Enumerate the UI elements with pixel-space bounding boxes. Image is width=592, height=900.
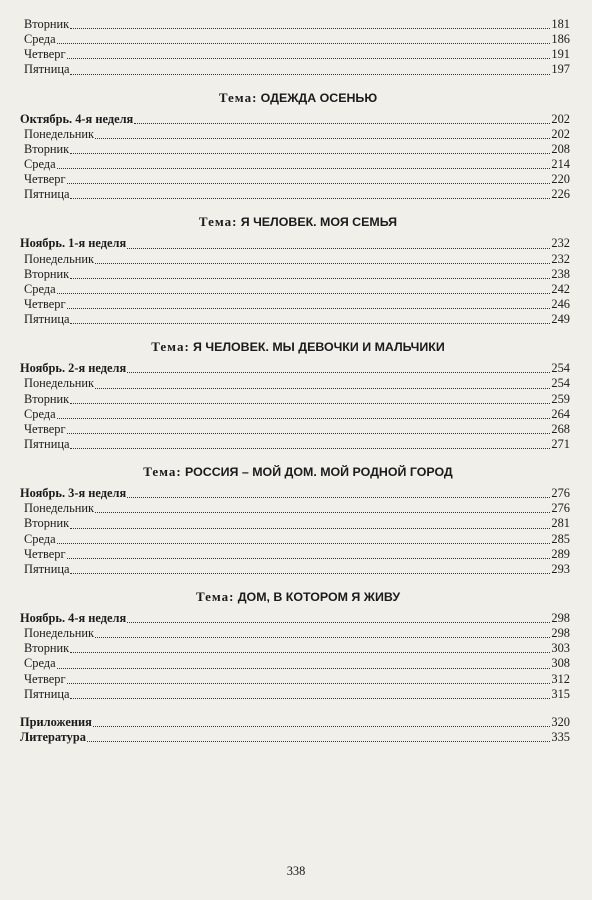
toc-entry-label: Четверг bbox=[24, 421, 66, 436]
dot-leader bbox=[57, 543, 551, 544]
toc-entry bbox=[20, 62, 570, 77]
toc-entry-page: 208 bbox=[551, 141, 570, 156]
toc-entry-page: 246 bbox=[551, 296, 570, 311]
section-heading bbox=[20, 464, 570, 480]
page-number: 338 bbox=[286, 864, 306, 878]
dot-leader bbox=[134, 123, 550, 124]
dot-leader bbox=[57, 168, 551, 169]
toc-entry-label: Вторник bbox=[24, 391, 70, 406]
toc-entry-label: Приложения bbox=[20, 714, 92, 729]
section-heading bbox=[20, 214, 570, 230]
toc-section bbox=[20, 339, 570, 452]
toc-entry-label: Октябрь. 4-я неделя bbox=[20, 111, 134, 126]
dot-leader bbox=[127, 497, 550, 498]
toc-section bbox=[20, 589, 570, 702]
toc-entry-label: Литература bbox=[20, 729, 86, 744]
toc-entry bbox=[20, 172, 570, 187]
toc-week-entry bbox=[20, 361, 570, 376]
toc-section bbox=[20, 214, 570, 327]
toc-entry-page: 312 bbox=[551, 671, 570, 686]
dot-leader bbox=[70, 323, 550, 324]
dot-leader bbox=[93, 726, 551, 727]
toc-entry bbox=[20, 47, 570, 62]
section-heading bbox=[20, 90, 570, 106]
toc-entry-label: Вторник bbox=[24, 266, 70, 281]
dot-leader bbox=[95, 263, 550, 264]
toc-entry bbox=[20, 17, 570, 32]
dot-leader bbox=[67, 433, 551, 434]
toc-entry-page: 303 bbox=[551, 641, 570, 656]
toc-entry bbox=[20, 267, 570, 282]
dot-leader bbox=[95, 388, 550, 389]
toc-week-entry bbox=[20, 112, 570, 127]
toc-entry-page: 226 bbox=[551, 187, 570, 202]
dot-leader bbox=[67, 683, 551, 684]
toc-entry-page: 289 bbox=[551, 546, 570, 561]
toc-appendix-entries bbox=[20, 715, 570, 745]
toc-entry-label: Вторник bbox=[24, 516, 70, 531]
toc-entry-label: Вторник bbox=[24, 641, 70, 656]
toc-week-entry bbox=[20, 236, 570, 251]
dot-leader bbox=[57, 668, 551, 669]
toc-entry-page: 191 bbox=[551, 47, 570, 62]
dot-leader bbox=[70, 573, 550, 574]
toc-entry-label: Четверг bbox=[24, 546, 66, 561]
toc-entry bbox=[20, 187, 570, 202]
toc-week-entry bbox=[20, 730, 570, 745]
toc-entry bbox=[20, 32, 570, 47]
section-title: Я ЧЕЛОВЕК. МОЯ СЕМЬЯ bbox=[240, 215, 398, 230]
toc-entry-page: 293 bbox=[551, 561, 570, 576]
toc-entry bbox=[20, 562, 570, 577]
toc-entry-label: Ноябрь. 4-я неделя bbox=[20, 610, 127, 625]
toc-entry-label: Пятница bbox=[24, 312, 70, 327]
toc-entry-page: 264 bbox=[551, 406, 570, 421]
toc-entry-label: Понедельник bbox=[24, 376, 95, 391]
toc-intro-entries bbox=[20, 17, 570, 78]
dot-leader bbox=[70, 528, 550, 529]
toc-entry-label: Понедельник bbox=[24, 501, 95, 516]
toc-entry bbox=[20, 297, 570, 312]
table-of-contents bbox=[20, 17, 570, 745]
toc-entry bbox=[20, 157, 570, 172]
toc-entry bbox=[20, 641, 570, 656]
dot-leader bbox=[87, 741, 550, 742]
toc-week-entry bbox=[20, 486, 570, 501]
toc-entry-page: 254 bbox=[551, 361, 570, 376]
toc-entry bbox=[20, 142, 570, 157]
toc-week-entry bbox=[20, 611, 570, 626]
toc-entry bbox=[20, 422, 570, 437]
section-title: ОДЕЖДА ОСЕНЬЮ bbox=[260, 90, 378, 105]
toc-entry-page: 181 bbox=[551, 17, 570, 31]
toc-entry-page: 308 bbox=[551, 656, 570, 671]
section-title: РОССИЯ – МОЙ ДОМ. МОЙ РОДНОЙ ГОРОД bbox=[185, 465, 453, 480]
toc-entry-page: 202 bbox=[551, 126, 570, 141]
toc-entry-label: Четверг bbox=[24, 47, 66, 62]
dot-leader bbox=[70, 198, 550, 199]
toc-entry-page: 271 bbox=[551, 436, 570, 451]
dot-leader bbox=[127, 622, 550, 623]
toc-entry-page: 214 bbox=[551, 156, 570, 171]
toc-entry-label: Ноябрь. 2-я неделя bbox=[20, 361, 127, 376]
dot-leader bbox=[67, 58, 551, 59]
toc-entry bbox=[20, 127, 570, 142]
toc-entry bbox=[20, 516, 570, 531]
toc-entry-label: Понедельник bbox=[24, 251, 95, 266]
toc-entry-label: Ноябрь. 1-я неделя bbox=[20, 236, 127, 251]
dot-leader bbox=[70, 448, 550, 449]
toc-entry-page: 259 bbox=[551, 391, 570, 406]
toc-entry-label: Пятница bbox=[24, 561, 70, 576]
section-heading bbox=[20, 589, 570, 605]
toc-entry-label: Среда bbox=[24, 531, 56, 546]
toc-section bbox=[20, 90, 570, 203]
toc-entry-label: Ноябрь. 3-я неделя bbox=[20, 486, 127, 501]
toc-entry bbox=[20, 312, 570, 327]
theme-prefix: Тема: bbox=[143, 464, 182, 480]
toc-entry-page: 232 bbox=[551, 251, 570, 266]
toc-entry-label: Среда bbox=[24, 406, 56, 421]
toc-entry-label: Среда bbox=[24, 32, 56, 47]
dot-leader bbox=[127, 248, 550, 249]
toc-entry-page: 276 bbox=[551, 501, 570, 516]
toc-entry bbox=[20, 672, 570, 687]
dot-leader bbox=[67, 558, 551, 559]
toc-entry-label: Четверг bbox=[24, 172, 66, 187]
toc-entry-page: 285 bbox=[551, 531, 570, 546]
toc-entry-page: 220 bbox=[551, 172, 570, 187]
dot-leader bbox=[57, 418, 551, 419]
toc-entry-label: Вторник bbox=[24, 141, 70, 156]
section-heading bbox=[20, 339, 570, 355]
toc-entry-label: Четверг bbox=[24, 671, 66, 686]
dot-leader bbox=[57, 293, 551, 294]
toc-entry-label: Пятница bbox=[24, 686, 70, 701]
toc-entry-page: 202 bbox=[551, 111, 570, 126]
dot-leader bbox=[70, 28, 550, 29]
dot-leader bbox=[67, 308, 551, 309]
dot-leader bbox=[70, 153, 550, 154]
toc-entry bbox=[20, 437, 570, 452]
section-title: Я ЧЕЛОВЕК. МЫ ДЕВОЧКИ И МАЛЬЧИКИ bbox=[193, 340, 445, 355]
toc-entry bbox=[20, 656, 570, 671]
toc-entry bbox=[20, 392, 570, 407]
toc-entry-label: Пятница bbox=[24, 62, 70, 77]
toc-entry bbox=[20, 626, 570, 641]
dot-leader bbox=[67, 183, 551, 184]
toc-week-entry bbox=[20, 715, 570, 730]
toc-entry bbox=[20, 532, 570, 547]
toc-entry-label: Пятница bbox=[24, 187, 70, 202]
theme-prefix: Тема: bbox=[218, 89, 258, 105]
toc-entry bbox=[20, 252, 570, 267]
theme-prefix: Тема: bbox=[195, 588, 235, 604]
toc-entry-page: 249 bbox=[551, 312, 570, 327]
dot-leader bbox=[70, 278, 550, 279]
dot-leader bbox=[57, 43, 551, 44]
toc-entry bbox=[20, 407, 570, 422]
toc-entry-label: Среда bbox=[24, 656, 56, 671]
dot-leader bbox=[95, 637, 550, 638]
toc-section bbox=[20, 464, 570, 577]
dot-leader bbox=[70, 403, 550, 404]
dot-leader bbox=[95, 512, 550, 513]
toc-entry-label: Понедельник bbox=[24, 126, 95, 141]
section-title: ДОМ, В КОТОРОМ Я ЖИВУ bbox=[237, 589, 401, 604]
toc-entry-page: 335 bbox=[551, 729, 570, 744]
toc-entry-label: Понедельник bbox=[24, 626, 95, 641]
toc-entry-page: 281 bbox=[551, 516, 570, 531]
toc-entry bbox=[20, 282, 570, 297]
toc-entry bbox=[20, 501, 570, 516]
toc-entry-label: Вторник bbox=[24, 17, 70, 31]
toc-entry bbox=[20, 547, 570, 562]
dot-leader bbox=[95, 138, 550, 139]
dot-leader bbox=[70, 652, 550, 653]
dot-leader bbox=[70, 698, 550, 699]
theme-prefix: Тема: bbox=[151, 339, 190, 355]
toc-entry-page: 298 bbox=[551, 626, 570, 641]
toc-sections bbox=[20, 90, 570, 702]
toc-entry-page: 238 bbox=[551, 266, 570, 281]
toc-entry-page: 315 bbox=[551, 686, 570, 701]
toc-entry-page: 276 bbox=[551, 486, 570, 501]
theme-prefix: Тема: bbox=[198, 214, 238, 230]
toc-entry-page: 254 bbox=[551, 376, 570, 391]
toc-entry bbox=[20, 376, 570, 391]
toc-entry-label: Среда bbox=[24, 156, 56, 171]
toc-entry-label: Пятница bbox=[24, 436, 70, 451]
toc-entry-page: 186 bbox=[551, 32, 570, 47]
toc-entry-page: 320 bbox=[551, 714, 570, 729]
dot-leader bbox=[70, 74, 550, 75]
dot-leader bbox=[127, 372, 550, 373]
toc-entry-label: Четверг bbox=[24, 296, 66, 311]
toc-entry-label: Среда bbox=[24, 281, 56, 296]
toc-entry-page: 242 bbox=[551, 281, 570, 296]
toc-entry-page: 197 bbox=[551, 62, 570, 77]
toc-entry bbox=[20, 687, 570, 702]
toc-entry-page: 298 bbox=[551, 610, 570, 625]
toc-entry-page: 268 bbox=[551, 421, 570, 436]
toc-entry-page: 232 bbox=[551, 236, 570, 251]
